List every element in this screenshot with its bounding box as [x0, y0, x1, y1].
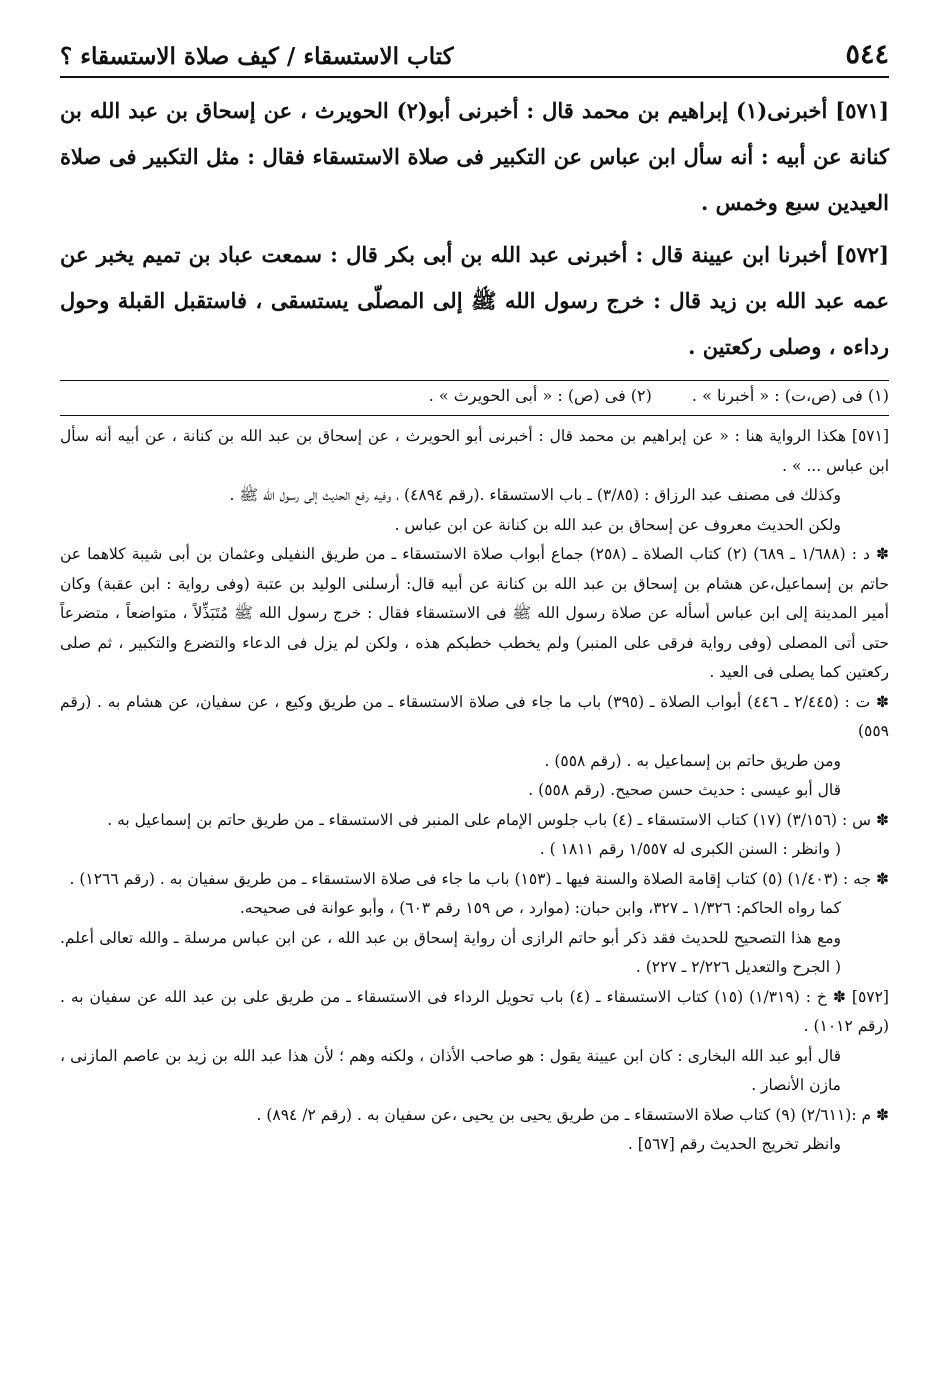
commentary-paragraph: ولكن الحديث معروف عن إسحاق بن عبد الله بن كنانة عن ابن عباس .: [394, 515, 841, 534]
commentary-paragraph: كما رواه الحاكم: ١/٣٢٦ ـ ٣٢٧، وابن حبان: (موارد ، ص ١٥٩ رقم ٦٠٣) ، وأبو عوانة فى صحيحه.: [239, 899, 841, 917]
commentary-paragraph: [٥٧٢] ✽ خ : (١/٣١٩) (١٥) كتاب الاستسقاء ـ (٤) باب تحويل الرداء فى الاستسقاء ـ من طريق على بن عبد الله عن سفيان به . (رقم ١٠١٢) .: [60, 987, 889, 1035]
commentary-paragraph: ✽ ت : (٢/٤٤٥ ـ ٤٤٦) أبواب الصلاة ـ (٣٩٥) باب ما جاء فى صلاة الاستسقاء ـ من طريق وكيع ، عن سفيان، عن هشام به . (رقم ٥٥٩): [60, 692, 889, 740]
hadith-571: [60, 88, 889, 226]
hadith-text: أخبرنا ابن عيينة قال : أخبرنى عبد الله بن أبى بكر قال : سمعت عباد بن تميم يخبر عن عمه عبد الله بن زيد قال : خرج رسول الله ﷺ إلى المصلّى يستسقى ، فاستقبل القبلة وحول رداءه ، وصلى ركعتين .: [60, 242, 889, 359]
commentary-divider: [60, 415, 889, 416]
footnote: (١) فى (ص،ت) : « أخبرنا » .: [691, 386, 889, 405]
footnotes: [60, 381, 889, 411]
commentary-paragraph: ومع هذا التصحيح للحديث فقد ذكر أبو حاتم الرازى أن رواية إسحاق بن عبد الله ، عن ابن عباس مرسلة ـ والله تعالى أعلم. ( الجرح والتعديل ٢/٢٢٦ ـ ٢٢٧) .: [60, 928, 841, 976]
hadith-number: [٥٧١]: [835, 98, 890, 123]
page-number: ٥٤٤: [845, 39, 889, 70]
commentary-paragraph: [٥٧١] هكذا الرواية هنا : « عن إبراهيم بن محمد قال : أخبرنى أبو الحويرث ، عن إسحاق بن عبد الله بن كنانة ، عن أبيه أنه سأل ابن عباس ... » .: [60, 427, 889, 475]
commentary-paragraph: ومن طريق حاتم بن إسماعيل به . (رقم ٥٥٨) .: [544, 751, 841, 770]
footnote: (٢) فى (ص) : « أبى الحويرث » .: [428, 386, 652, 405]
commentary-paragraph: ✽ م :(٢/٦١١) (٩) كتاب صلاة الاستسقاء ـ من طريق يحيى بن يحيى ،عن سفيان به . (رقم ٢/ ٨٩٤) .: [256, 1105, 889, 1124]
hadith-number: [٥٧٢]: [835, 242, 890, 267]
hadith-text: أخبرنى(١) إبراهيم بن محمد قال : أخبرنى أبو(٢) الحويرث ، عن إسحاق بن عبد الله بن كنانة عن أبيه : أنه سأل ابن عباس عن التكبير فى صلاة الاستسقاء فقال : مثل التكبير فى صلاة العيدين سبع وخمس .: [60, 98, 889, 215]
commentary-paragraph: قال أبو عيسى : حديث حسن صحيح. (رقم ٥٥٨) .: [528, 781, 841, 799]
commentary-paragraph: ( وانظر : السنن الكبرى له ١/٥٥٧ رقم ١٨١١ ) .: [539, 840, 841, 858]
main-text: [60, 88, 889, 370]
commentary-paragraph: ✽ د : (١/٦٨٨ ـ ٦٨٩) (٢) كتاب الصلاة ـ (٢٥٨) جماع أبواب صلاة الاستسقاء ـ من طريق النفيلى وعثمان بن أبى شيبة كلاهما عن حاتم بن إسماعيل،عن هشام بن إسحاق بن عبد الله بن كنانة عن أبيه قال: أرسلنى الوليد بن عتبة (وفى رواية : ابن عقبة) وكان أمير المدينة إلى ابن عباس أسأله عن صلاة رسول الله ﷺ فى الاستسقاء فقال : خرج رسول الله ﷺ مُتَبَذِّلاً ، متواضعاً ، متضرعاً حتى أتى المصلى (وفى رواية فرقى على المنبر) ولم يخطب خطبكم هذه ، ولكن لم يزل فى الدعاء والتضرع والتكبير ، ثم صلى ركعتين كما يصلى فى العيد .: [60, 545, 889, 681]
commentary-paragraph: وانظر تخريج الحديث رقم [٥٦٧] .: [627, 1135, 841, 1153]
commentary-paragraph: ✽ جه : (١/٤٠٣) (٥) كتاب إقامة الصلاة والسنة فيها ـ (١٥٣) باب ما جاء فى صلاة الاستسقاء ـ من طريق سفيان به . (رقم ١٢٦٦) .: [69, 869, 889, 888]
commentary-paragraph: قال أبو عبد الله البخارى : كان ابن عيينة يقول : هو صاحب الأذان ، ولكنه وهم ؛ لأن هذا عبد الله بن زيد بن عاصم المازنى ، مازن الأنصار .: [60, 1046, 841, 1094]
hadith-572: [60, 232, 889, 370]
running-title: كتاب الاستسقاء / كيف صلاة الاستسقاء ؟: [60, 43, 454, 70]
commentary-paragraph: وكذلك فى مصنف عبد الرزاق : (٣/٨٥) ـ باب الاستسقاء .(رقم ٤٨٩٤) ، وفيه رفع الحديث إلى رسول الله ﷺ .: [229, 486, 841, 504]
commentary-paragraph: ✽ س : (٣/١٥٦) (١٧) كتاب الاستسقاء ـ (٤) باب جلوس الإمام على المنبر فى الاستسقاء ـ من طريق حاتم بن إسماعيل به .: [107, 810, 889, 829]
page-header: [60, 30, 889, 78]
commentary: [60, 422, 889, 1160]
